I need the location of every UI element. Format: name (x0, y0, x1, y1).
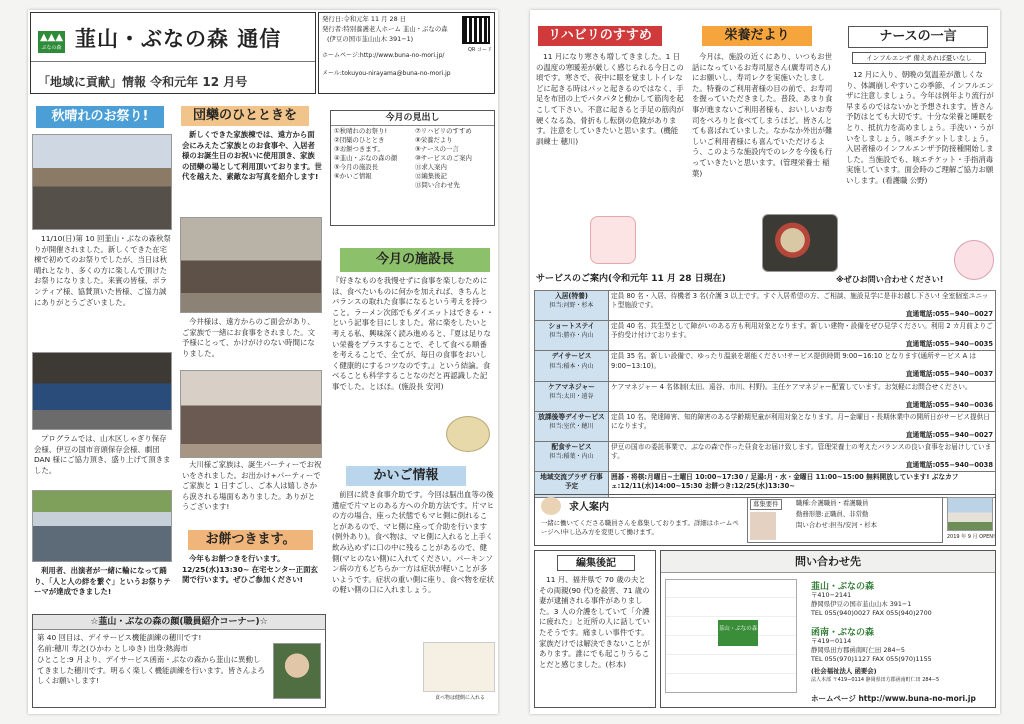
contents-item: ⑧栄養だより (415, 136, 453, 144)
contents-item: ⑤今月の施設長 (334, 163, 379, 171)
care-caption: 食べ物は健側に入れる (434, 695, 485, 701)
festival-photo-1 (32, 134, 172, 230)
sushi-photo (762, 214, 838, 272)
contact-homepage-link[interactable]: ホームページ http://www.buna-no-mori.jp (811, 694, 976, 703)
service-name: 入居(特養) (555, 292, 588, 300)
service-note: ※ぜひお問い合わせください! (836, 275, 944, 284)
service-phone[interactable]: 直通電話:055−940−0036 (905, 400, 993, 409)
editor-box (534, 550, 656, 708)
festival-text-1: 11/10(日)第 10 回韮山・ぶなの森秋祭りが開催されました。新しくできた在宅棟で初めてのお祭りでしたが、当日は秋晴れとなり、多くの方に楽しんで頂けたお祭りになりました。来賓の皆様、ボランティア様、協賛頂いた皆様、ご協力誠にありがとうございました。 (34, 234, 171, 307)
contents-item: ④韮山・ぶなの森の顔 (334, 154, 398, 162)
service-phone[interactable]: 直通電話:055−940−0027 (905, 430, 993, 439)
director-heading: 今月の施設長 (340, 248, 490, 272)
contact-heading: 問い合わせ先 (661, 551, 995, 573)
staff-heading: ☆韮山・ぶなの森の顔(職員紹介コーナー)☆ (33, 615, 325, 630)
org1-phone[interactable]: TEL 055(940)0027 FAX 055(940)2700 (811, 609, 932, 617)
recruit-requirements (747, 497, 943, 543)
service-desc: 定員 10 名。発達障害、知的障害のある学齢期児童が利用対象となります。月~金曜日・長期休業中の開所日がサービス提供日になります。 (611, 412, 990, 431)
service-name: ショートステイ (548, 322, 595, 331)
nutrition-text: 今月は、施設の近くにあり、いつもお世話になっているお寿司屋さん(廣寿司さん)にお願いし、寿司レクを実施いたしました。特養のご利用者様の目の前で、お寿司を握っていただきました。普段、あまり食事が進まないご利用者様も、おいしいお寿司をぺろりと食べてしまうほど。皆さんとても喜ばれていました。なかなか外出が難しいご利用者様にも喜んでいただけるよう、このような施設内でのレクを今後も行っていきたいと思います。(管理栄養士 稲葉) (692, 52, 833, 178)
homepage-link[interactable]: ホームページ:http://www.buna-no-mori.jp/ (322, 52, 445, 59)
publisher-info (318, 12, 495, 94)
service-row (535, 291, 996, 321)
recruit-job-type: 職種:介護職員・看護職員 (796, 499, 869, 507)
service-desc: ケアマネジャー 4 名体制(太田、遠谷、市川、村野)。主任ケアマネジャー配置しています。お気軽にお問合せください。 (611, 382, 972, 391)
recruit-text: 一緒に働いてくださる職員さんを募集しております。詳細はホームページへ!申し込み方を変更して働けます。 (541, 519, 739, 536)
map-marker: 韮山・ぶなの森 (718, 620, 758, 646)
org1-name: 韮山・ぶなの森 (811, 582, 875, 592)
festival-text-2: プログラムでは、山木区しゃぎり保存会様、伊豆の国市音頭保存会様、劇団 DAN 様にご協力頂き、盛り上げて頂きました。 (34, 434, 171, 475)
recruit-heading: 求人案内 (569, 502, 609, 513)
staff-photo (273, 643, 321, 699)
service-phone[interactable]: 直通電話:055−940−0037 (905, 370, 993, 379)
care-heading: かいご情報 (346, 466, 466, 486)
publisher-address: (伊豆の国市韮山山木 391−1) (327, 35, 414, 43)
service-phone[interactable]: 直通電話:055−940−0038 (905, 461, 993, 470)
service-staff: 担当:室伏・穂川 (549, 423, 594, 431)
email-link[interactable]: メール:tokuyou-nirayama@buna-no-mori.jp (322, 70, 451, 77)
issue-subtitle: 「地域に貢献」情報 令和元年 12 月号 (38, 75, 248, 89)
service-name: 配食サービス (551, 443, 592, 452)
masthead (30, 12, 316, 94)
service-name: 放課後等デイサービス (538, 412, 605, 421)
family-text-3: 大川様ご家族は、誕生パーティーでお祝いをされました。お出かけ+パーティーでご家族と 1 日すごし、ご本人は嬉しさから涙される場面もありました。ありがとうございます! (182, 460, 322, 512)
nurse-text: 12 月に入り、朝晩の気温差が激しくなり、体調崩しやすいこの季節、インフルエンザに注意しましょう。今年は例年より流行が早まるのではないかと予想されます。皆さん予防はとても大切です。十分な栄養と睡眠をとり、抵抗力を高めましょう。手洗い・うがいをしましょう。咳エチケットしましょう。入居者様のインフルエンザ予防接種開始しました。当施設でも、咳エチケット・手指消毒実施しています。面会時のご理解ご協力お願いします。(看護職 公野) (846, 70, 994, 185)
requirements-label: 募集要件 (750, 499, 782, 510)
contents-item: ③お餅つきます。 (334, 145, 384, 153)
corporation-name: (社会福祉法人 函要会) (811, 667, 877, 675)
publisher: 発行者:特別養護老人ホーム 韮山・ぶなの森 (322, 25, 448, 33)
service-phone[interactable]: 直通電話:055−940−0027 (905, 310, 993, 318)
service-name: ケアマネジャー (548, 382, 595, 391)
care-text: 前回に続き食事介助です。今回は脳出血等の後遺症で片マヒのある方への介助方法です。片マヒの方の場合、座った状態でもマヒ側に倒れることがあるので、マヒ側に座って介助を行います(例外あり)。食べ物は、マヒ側に入れると上手く飲み込めずに口の中に残ることがあるので、健側(マヒのない側)に入れてください。パーキンソン病の方もどちらか一方は症状が軽いことが多いようです。症状の重い側に座り、食べ物を症状の軽い側の口に入れましょう。 (332, 490, 494, 595)
service-desc: 伊豆の国市の委託事業で、ぶなの森で作った昼食をお届け致します。管理栄養士の考えたバランスの良い食事をお届けしています。 (611, 443, 992, 461)
service-desc: 定員 35 名。新しい設備で、ゆったり温泉を堪能ください!サービス提供時間 9:00~16:10 となります(通所サービス A は 9:00~13:10)。 (611, 352, 977, 370)
service-staff: 担当:稲葉・内山 (549, 453, 594, 461)
contents-item: ⑥かいご情報 (334, 172, 372, 180)
contact-box (660, 550, 996, 708)
service-desc: 囲碁・将棋:月曜日~土曜日 10:00~17:30 / 足湯:月・水・金曜日 11:00~15:00 無料開放しています! ぶなカフェ:12/11(水)14:00~15:30 お餅つき:12/25(水)13:30~ (611, 473, 959, 491)
staff-line-2: 名前:穂川 寿之(ひかわ としゆき) 出身:熱海市 (37, 644, 188, 653)
contents-item: ①秋晴れのお祭り! (334, 127, 388, 135)
service-staff: 担当:河野・杉本 (549, 302, 594, 310)
contents-item: ⑩サービスのご案内 (415, 154, 472, 162)
service-row (535, 381, 996, 411)
org1-address: 静岡県伊豆の国市韮山山木 391−1 (811, 600, 912, 608)
family-photo-2 (180, 370, 322, 458)
contents-item: ⑦リハビリのすすめ (415, 127, 472, 135)
mochi-heading: お餅つきます。 (188, 530, 313, 550)
service-desc: 定員 40 名、共生型として障がいのある方も利用対象となります。新しい建物・設備をぜひ見学ください。利用 2 カ月前よりご予約受け付けております。 (611, 322, 993, 340)
contents-item: ⑨ナースの一言 (415, 145, 459, 153)
director-text: 『好きなものを我慢せずに食事を楽しむためには、食べたいものに何かを加えれば、きちんとバランスの取れた食事になるという考えを持つこと。ラーメン次郎でもダイエットはできる・・という記事を目にしました。常に楽をしたいと考える私、興味深く読み進めると、『夏は足りない栄養をプラスすることで、そして食べる順番を考えることで、全てが、毎日の食事をおいしく健康的にするコツなのです。』という結論。食べることも科学することなのだと再認識した記事でした。とほほ。(施設長 安河) (332, 276, 494, 391)
staff-illustration (750, 512, 776, 540)
area-map[interactable] (665, 579, 797, 693)
contents-item: ⑪求人案内 (415, 163, 447, 171)
corporation-hq: 法人本部 〒419−0114 静岡県田方郡函南町仁田 284−5 (811, 677, 940, 683)
contents-item: ⑬問い合わせ先 (415, 181, 460, 189)
org2-address: 静岡県田方郡函南町仁田 284−5 (811, 646, 905, 654)
recruit-employment: 勤務形態:正職員、非常勤 (796, 510, 869, 518)
org2-name: 函南・ぶなの森 (811, 628, 875, 638)
rehab-text: 11 月になり寒さも増してきました。1 日の温度の寒暖差が厳しく感じられる今日この頃です。寒さで、夜中に眼を覚ましトイレなどに起きる時はパッと起きるのではなく、手足を布団の上でパタパタと動かして筋肉を起こして下さい。不意に起きると手足の筋肉が硬くなる為、骨折もし転倒の危険があります。注意をしていきたいと思います。(機能訓練士 穂川) (536, 52, 684, 146)
service-staff: 担当:勝亦・内山 (549, 332, 594, 340)
family-text-1: 新しくできた家族棟では、遠方から面会にみえたご家族とのお食事や、入居者様のお誕生日のお祝いに使用頂き、家族の団欒の場として利用頂いております。世代を越えた、素敵なお写真を紹介します! (182, 130, 322, 182)
org2-zip: 〒419−0114 (811, 637, 852, 645)
nutrition-heading: 栄養だより (702, 26, 812, 46)
qr-code-icon (462, 16, 490, 44)
service-desc: 定員 80 名・入居、待機者 3 名(介護 3 以上です。すぐ入居希望の方、ご相談、施設見学に是非お越し下さい! 全室個室ユニット型施設です。 (611, 292, 989, 310)
org2-phone[interactable]: TEL 055(970)1127 FAX 055(970)1155 (811, 655, 932, 663)
service-row (535, 321, 996, 351)
festival-photo-2 (32, 352, 172, 430)
nurse-heading: ナースの一言 (848, 26, 988, 48)
left-page (28, 10, 498, 714)
contents-item: ②団欒のひととき (334, 136, 385, 144)
issue-date: 発行日:令和元年 11 月 28 日 (322, 15, 407, 23)
family-text-2: 今井様は、遠方からのご面会があり、ご家族で一緒にお食事をされました。文予様にとって、かけがけのない時間になりました。 (182, 317, 316, 358)
service-phone[interactable]: 直通電話:055−940−0035 (905, 340, 993, 349)
care-illustration (423, 642, 495, 692)
festival-photo-3 (32, 490, 172, 562)
recruit-box (534, 494, 996, 546)
service-name: 地域交流プラザ 行事予定 (540, 473, 603, 491)
food-illustration (446, 416, 490, 452)
contents-box (330, 110, 495, 226)
org1-zip: 〒410−2141 (811, 591, 852, 599)
people-icon (541, 497, 561, 515)
festival-heading: 秋晴れのお祭り! (36, 106, 164, 128)
new-building-photo (947, 497, 993, 531)
staff-line-1: 第 40 回目は、デイサービス機能訓練の穂川です! (37, 633, 202, 642)
logo (38, 31, 65, 53)
logo-text: ぶなの森 (41, 45, 62, 51)
rehab-heading: リハビリのすすめ (538, 26, 662, 46)
service-row (535, 411, 996, 441)
right-page (530, 10, 1000, 714)
recruit-contact: 問い合わせ:担当/安河・杉本 (796, 521, 877, 529)
nurse-subheading: インフルエンザ 備えあれば憂いなし (852, 52, 986, 64)
mochi-text: 今年もお餅つきを行います。12/25(水)13:30~ 在宅センター正面玄関で行います。ぜひご参加ください! (182, 554, 318, 585)
staff-line-3: ひとこと:9 月より、デイサービス函南・ぶなの森から韮山に異動してきました穂川です。明るく楽しく機能訓練を行います。皆さんよろしくお願いします! (37, 655, 265, 686)
festival-text-3: 利用者、出演者が一緒に輪になって踊り、「人と人の絆を繋ぐ」というお祭りテーマが達成できました! (34, 566, 171, 597)
staff-box (32, 614, 326, 708)
qr-label: QR コード (468, 47, 492, 53)
service-staff: 担当:太田・遠谷 (549, 392, 594, 400)
service-name: デイサービス (551, 352, 592, 361)
service-row (535, 442, 996, 472)
tree-icon: ▲▲▲ (39, 32, 64, 43)
bed-illustration (590, 216, 636, 264)
building-caption: 2019 年 9 月 OPEN! (946, 534, 995, 540)
editor-heading: 編集後記 (557, 555, 635, 571)
contents-title: 今月の見出し (331, 111, 494, 126)
contents-item: ⑫編集後記 (415, 172, 447, 180)
family-photo-1 (180, 217, 322, 313)
family-heading: 団欒のひとときを (181, 106, 309, 126)
editor-text: 11 月、福井県で 70 歳の夫とその両親(90 代)を殺害、71 歳の妻が逮捕される事件がありました。3 人の介護をしていて「介護に疲れた」と近所の人に話していたそうです。痛ましい事件です。家族だけでは解決できないことがあります。誰にでも起こりうることだと感じました。(杉本) (539, 575, 650, 669)
newsletter-title: 韮山・ぶなの森 通信 (75, 27, 282, 51)
service-table (534, 290, 996, 498)
service-row (535, 351, 996, 381)
service-staff: 担当:稲本・内山 (549, 362, 594, 370)
service-heading: サービスのご案内(令和元年 11 月 28 日現在) (536, 274, 726, 284)
